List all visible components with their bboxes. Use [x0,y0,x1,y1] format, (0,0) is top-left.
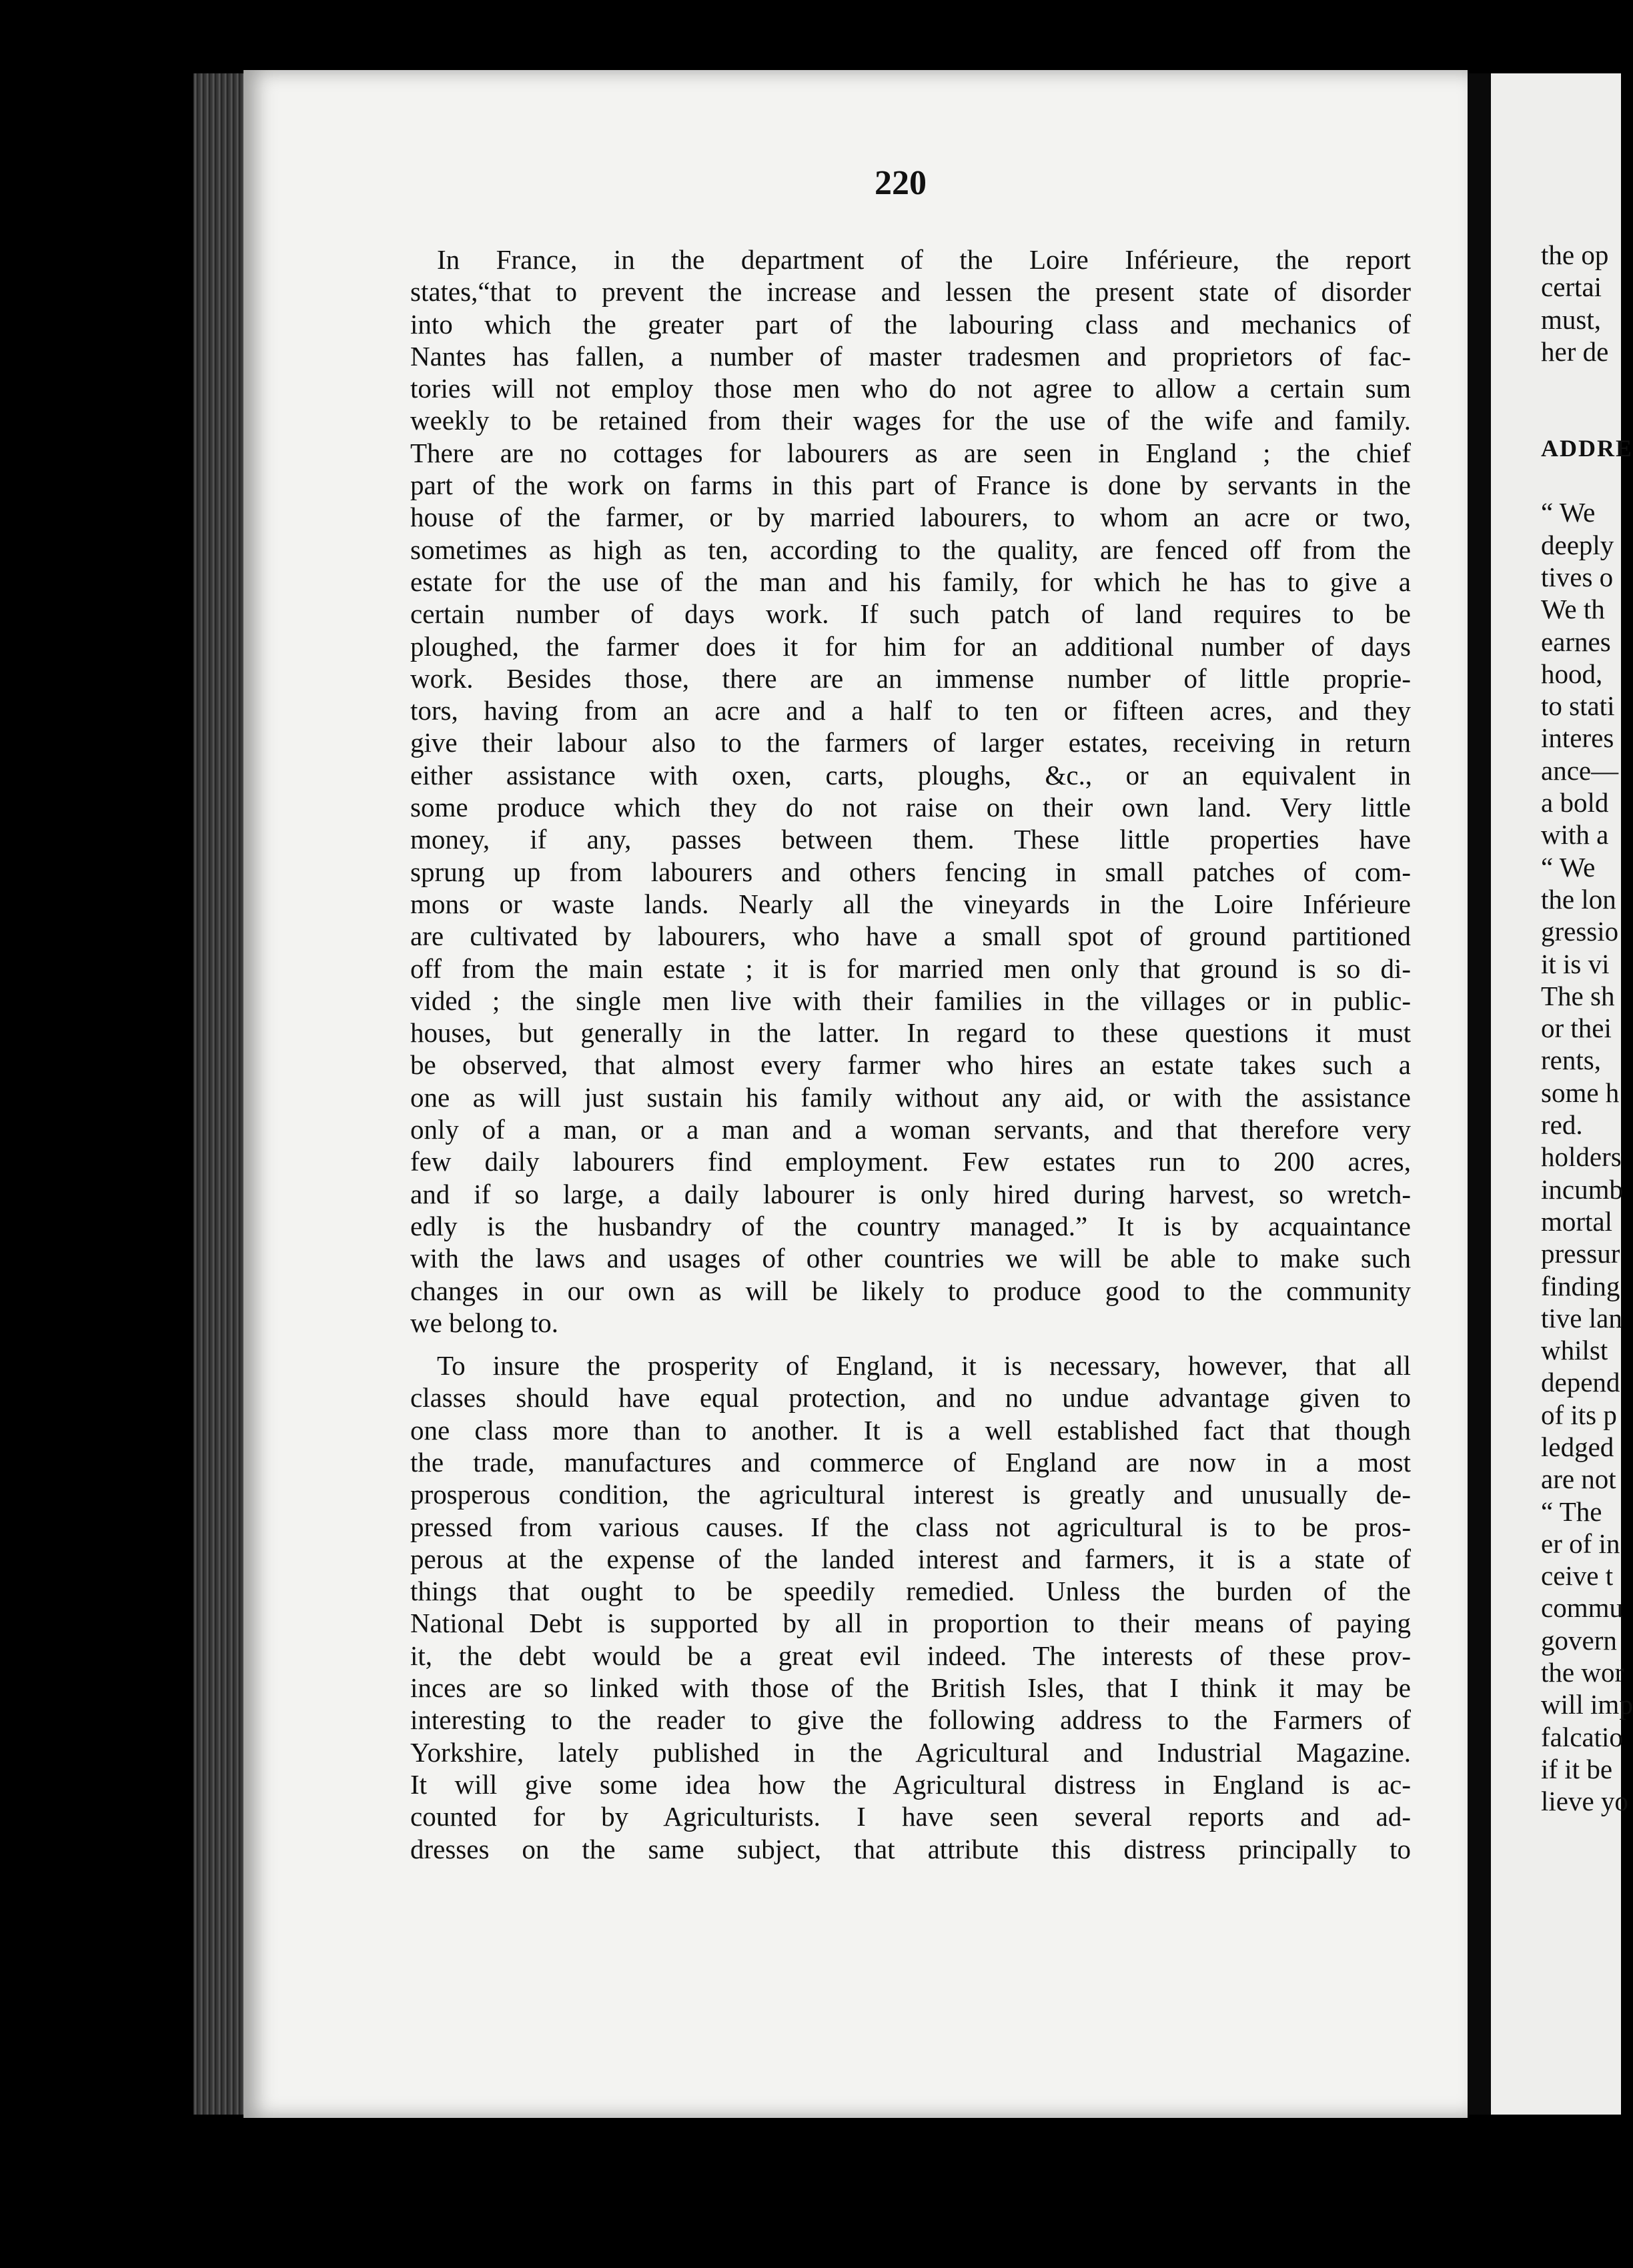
text-line: part of the work on farms in this part of France is done by servants in the [410,470,1411,501]
text-line: sometimes as high as ten, according to the quality, are fenced off from the [410,534,1411,565]
text-line: inces are so linked with those of the British Isles, that I think it may be [410,1672,1411,1704]
text-line: pressed from various causes. If the class not agricultural is to be pros- [410,1511,1411,1542]
adjacent-text-line: “ The [1541,1496,1602,1527]
adjacent-text-line: pressur [1541,1238,1620,1269]
adjacent-text-line: deeply [1541,529,1614,560]
body-text [410,243,1411,1865]
adjacent-page-fragment [1491,73,1633,2115]
text-line: only of a man, or a man and a woman servants, and that therefore very [410,1114,1411,1145]
text-line: vided ; the single men live with their families in the villages or in public- [410,985,1411,1016]
text-line: are cultivated by labourers, who have a small spot of ground partitioned [410,921,1411,952]
adjacent-text-line: of its p [1541,1399,1617,1430]
adjacent-text-line: falcatio [1541,1721,1623,1752]
adjacent-text-line: earnes [1541,626,1611,657]
text-line: and if so large, a daily labourer is only hired during harvest, so wretch- [410,1178,1411,1209]
text-line: into which the greater part of the labouring class and mechanics of [410,308,1411,340]
text-line: weekly to be retained from their wages for the use of the wife and family. [410,405,1411,436]
adjacent-text-line: govern [1541,1624,1617,1656]
text-line: mons or waste lands. Nearly all the vineyards in the Loire Inférieure [410,888,1411,919]
text-line: house of the farmer, or by married labourers, to whom an acre or two, [410,502,1411,533]
adjacent-text-line [1541,400,1633,432]
text-line: be observed, that almost every farmer who hires an estate takes such a [410,1049,1411,1081]
text-line: To insure the prosperity of England, it is necessary, however, that all [437,1350,1411,1381]
adjacent-text-line: holders [1541,1141,1622,1173]
text-line: sprung up from labourers and others fencing in small patches of com- [410,856,1411,887]
text-line: tories will not employ those men who do not agree to allow a certain sum [410,373,1411,404]
adjacent-text-line: will imp [1541,1689,1633,1720]
text-line: classes should have equal protection, and no undue advantage given to [410,1382,1411,1413]
text-line: estate for the use of the man and his family, for which he has to give a [410,566,1411,597]
text-line: In France, in the department of the Loire Inférieure, the report [437,244,1411,275]
adjacent-text-line: ledged [1541,1431,1614,1462]
adjacent-text-line: the op [1541,239,1609,270]
adjacent-text-line: her de [1541,336,1609,367]
adjacent-text-line [1541,464,1633,496]
adjacent-text-line: ance— [1541,754,1619,786]
text-line: either assistance with oxen, carts, ploughs, &c., or an equivalent in [410,759,1411,790]
text-line: tors, having from an acre and a half to ten or fifteen acres, and they [410,695,1411,726]
text-line: the trade, manufactures and commerce of England are now in a most [410,1446,1411,1478]
adjacent-text-line: “ We [1541,851,1596,883]
adjacent-text-line: some h [1541,1077,1620,1108]
text-line: houses, but generally in the latter. In regard to these questions it must [410,1017,1411,1049]
text-line: ploughed, the farmer does it for him for an additional number of days [410,630,1411,662]
text-line: interesting to the reader to give the following address to the Farmers of [410,1704,1411,1736]
adjacent-text-line: certai [1541,271,1602,303]
text-line: one class more than to another. It is a well established fact that though [410,1414,1411,1446]
text-line: money, if any, passes between them. These little properties have [410,824,1411,855]
adjacent-text-line: are not [1541,1464,1616,1495]
text-line: one as will just sustain his family without any aid, or with the assistance [410,1081,1411,1113]
text-line: states,“that to prevent the increase and lessen the present state of disorder [410,276,1411,308]
text-line: National Debt is supported by all in proportion to their means of paying [410,1608,1411,1639]
adjacent-text-line: whilst [1541,1335,1608,1366]
text-line: perous at the expense of the landed interest and farmers, it is a state of [410,1543,1411,1574]
text-line: give their labour also to the farmers of larger estates, receiving in return [410,727,1411,758]
adjacent-text-line [1541,368,1633,400]
adjacent-text-line: lieve yo [1541,1786,1628,1817]
adjacent-text-line: with a [1541,819,1609,851]
adjacent-text-line: to stati [1541,690,1615,722]
text-line: off from the main estate ; it is for married men only that ground is so di- [410,953,1411,984]
adjacent-text-line: depend [1541,1367,1620,1398]
text-line: There are no cottages for labourers as are seen in England ; the chief [410,437,1411,468]
adjacent-text-line: finding [1541,1270,1620,1301]
adjacent-text-line: incumb [1541,1173,1623,1205]
adjacent-text-line: ceive t [1541,1560,1614,1592]
text-line: we belong to. [410,1307,559,1338]
text-line: Nantes has fallen, a number of master tradesmen and proprietors of fac- [410,340,1411,372]
text-line: some produce which they do not raise on their own land. Very little [410,792,1411,823]
adjacent-text-line: tives o [1541,561,1614,592]
adjacent-text-line: red. [1541,1109,1583,1141]
adjacent-text-line: hood, [1541,658,1603,689]
adjacent-text-line: “ We [1541,497,1596,528]
text-line: dresses on the same subject, that attribute this distress principally to [410,1833,1411,1864]
text-line: It will give some idea how the Agricultural distress in England is ac- [410,1768,1411,1800]
adjacent-text-line: if it be [1541,1753,1613,1784]
adjacent-text-line: ADDRE [1541,434,1633,462]
adjacent-text-line: the wor [1541,1657,1624,1688]
adjacent-page-text [1541,239,1633,1818]
text-line: it, the debt would be a great evil indeed. The interests of these prov- [410,1640,1411,1671]
adjacent-text-line: er of in [1541,1528,1620,1559]
adjacent-text-line: or thei [1541,1013,1612,1044]
text-line: few daily labourers find employment. Few estates run to 200 acres, [410,1146,1411,1177]
book-gutter [1468,73,1491,2115]
adjacent-text-line: We th [1541,594,1605,625]
text-line: certain number of days work. If such patch of land requires to be [410,598,1411,630]
text-line: prosperous condition, the agricultural interest is greatly and unusually de- [410,1479,1411,1510]
adjacent-text-line: commu [1541,1592,1623,1624]
page-number: 220 [875,164,927,202]
text-line: edly is the husbandry of the country managed.” It is by acquaintance [410,1210,1411,1241]
text-line: Yorkshire, lately published in the Agricultural and Industrial Magazine. [410,1736,1411,1768]
adjacent-text-line: The sh [1541,980,1615,1011]
adjacent-text-line: must, [1541,304,1601,335]
text-line: with the laws and usages of other countries we will be able to make such [410,1243,1411,1274]
text-line: things that ought to be speedily remedied. Unless the burden of the [410,1576,1411,1607]
adjacent-text-line: it is vi [1541,948,1610,979]
adjacent-text-line: mortal [1541,1205,1613,1237]
adjacent-text-line: a bold [1541,787,1609,818]
adjacent-text-line: tive lan [1541,1302,1622,1333]
text-line: changes in our own as will be likely to produce good to the community [410,1275,1411,1306]
text-line: counted for by Agriculturists. I have seen several reports and ad- [410,1801,1411,1832]
text-line: work. Besides those, there are an immense number of little proprie- [410,662,1411,694]
adjacent-text-line: rents, [1541,1045,1601,1076]
adjacent-text-line: interes [1541,722,1614,754]
adjacent-text-line: gressio [1541,916,1619,947]
adjacent-text-line: the lon [1541,883,1616,915]
